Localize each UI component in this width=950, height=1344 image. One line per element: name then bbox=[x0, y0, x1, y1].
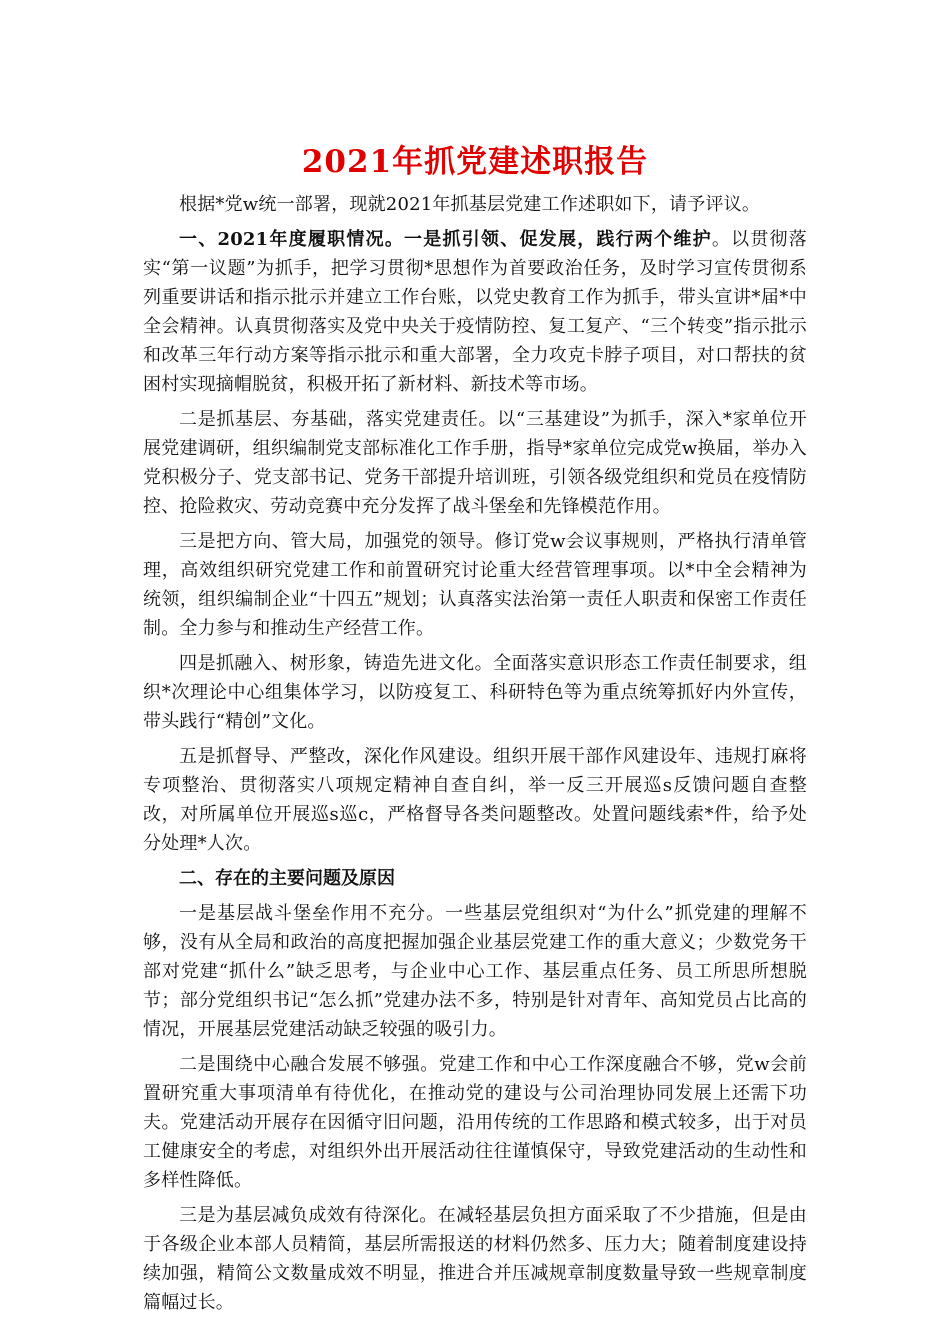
paragraph-8: 三是为基层减负成效有待深化。在减轻基层负担方面采取了不少措施，但是由于各级企业本部人员精简，基层所需报送的材料仍然多、压力大；随着制度建设持续加强，精简公文数量成效不明显，推进合并压减规章制度数量导致一些规章制度篇幅过长。 bbox=[143, 1205, 807, 1313]
document-title: 2021年抓党建述职报告 bbox=[301, 144, 649, 180]
section1-paragraph bbox=[143, 225, 807, 399]
paragraph-6: 一是基层战斗堡垒作用不充分。一些基层党组织对“为什么”抓党建的理解不够，没有从全局和政治的高度把握加强企业基层党建工作的重大意义；少数党务干部对党建“抓什么”缺乏思考，与企业中心工作、基层重点任务、员工所思所想脱节；部分党组织书记“怎么抓”党建办法不多，特别是针对青年、高知党员占比高的情况，开展基层党建活动缺乏较强的吸引力。 bbox=[143, 903, 807, 1040]
paragraph-2: 二是抓基层、夯基础，落实党建责任。以“三基建设”为抓手，深入*家单位开展党建调研，组织编制党支部标准化工作手册，指导*家单位完成党w换届，举办入党积极分子、党支部书记、党务干部提升培训班，引领各级党组织和党员在疫情防控、抢险救灾、劳动竞赛中充分发挥了战斗堡垒和先锋模范作用。 bbox=[143, 409, 807, 517]
section1-lead: 一、2021年度履职情况。一是抓引领、促发展，践行两个维护 bbox=[179, 229, 712, 250]
intro-paragraph: 根据*党w统一部署，现就2021年抓基层党建工作述职如下，请予评议。 bbox=[179, 194, 761, 215]
paragraph-5: 五是抓督导、严整改，深化作风建设。组织开展干部作风建设年、违规打麻将专项整治、贯彻落实八项规定精神自查自纠，举一反三开展巡s反馈问题自查整改，对所属单位开展巡s巡c，严格督导各类问题整改。处置问题线索*件，给予处分处理*人次。 bbox=[143, 746, 807, 854]
section2-heading: 二、存在的主要问题及原因 bbox=[179, 868, 395, 889]
document-page bbox=[143, 140, 807, 1323]
section1-body: 。以贯彻落实“第一议题”为抓手，把学习贯彻*思想作为首要政治任务，及时学习宣传贯彻系列重要讲话和指示批示并建立工作台账，以党史教育工作为抓手，带头宣讲*届*中全会精神。认真贯彻落实及党中央关于疫情防控、复工复产、“三个转变”指示批示和改革三年行动方案等指示批示和重大部署，全力攻克卡脖子项目，对口帮扶的贫困村实现摘帽脱贫，积极开拓了新材料、新技术等市场。 bbox=[143, 229, 807, 395]
paragraph-4: 四是抓融入、树形象，铸造先进文化。全面落实意识形态工作责任制要求，组织*次理论中心组集体学习，以防疫复工、科研特色等为重点统筹抓好内外宣传，带头践行“精创”文化。 bbox=[143, 653, 807, 732]
paragraph-7: 二是围绕中心融合发展不够强。党建工作和中心工作深度融合不够，党w会前置研究重大事项清单有待优化，在推动党的建设与公司治理协同发展上还需下功夫。党建活动开展存在因循守旧问题，沿用传统的工作思路和模式较多，出于对员工健康安全的考虑，对组织外出开展活动往往谨慎保守，导致党建活动的生动性和多样性降低。 bbox=[143, 1054, 807, 1191]
paragraph-3: 三是把方向、管大局，加强党的领导。修订党w会议事规则，严格执行清单管理，高效组织研究党建工作和前置研究讨论重大经营管理事项。以*中全会精神为统领，组织编制企业“十四五”规划；认真落实法治第一责任人职责和保密工作责任制。全力参与和推动生产经营工作。 bbox=[143, 531, 807, 639]
